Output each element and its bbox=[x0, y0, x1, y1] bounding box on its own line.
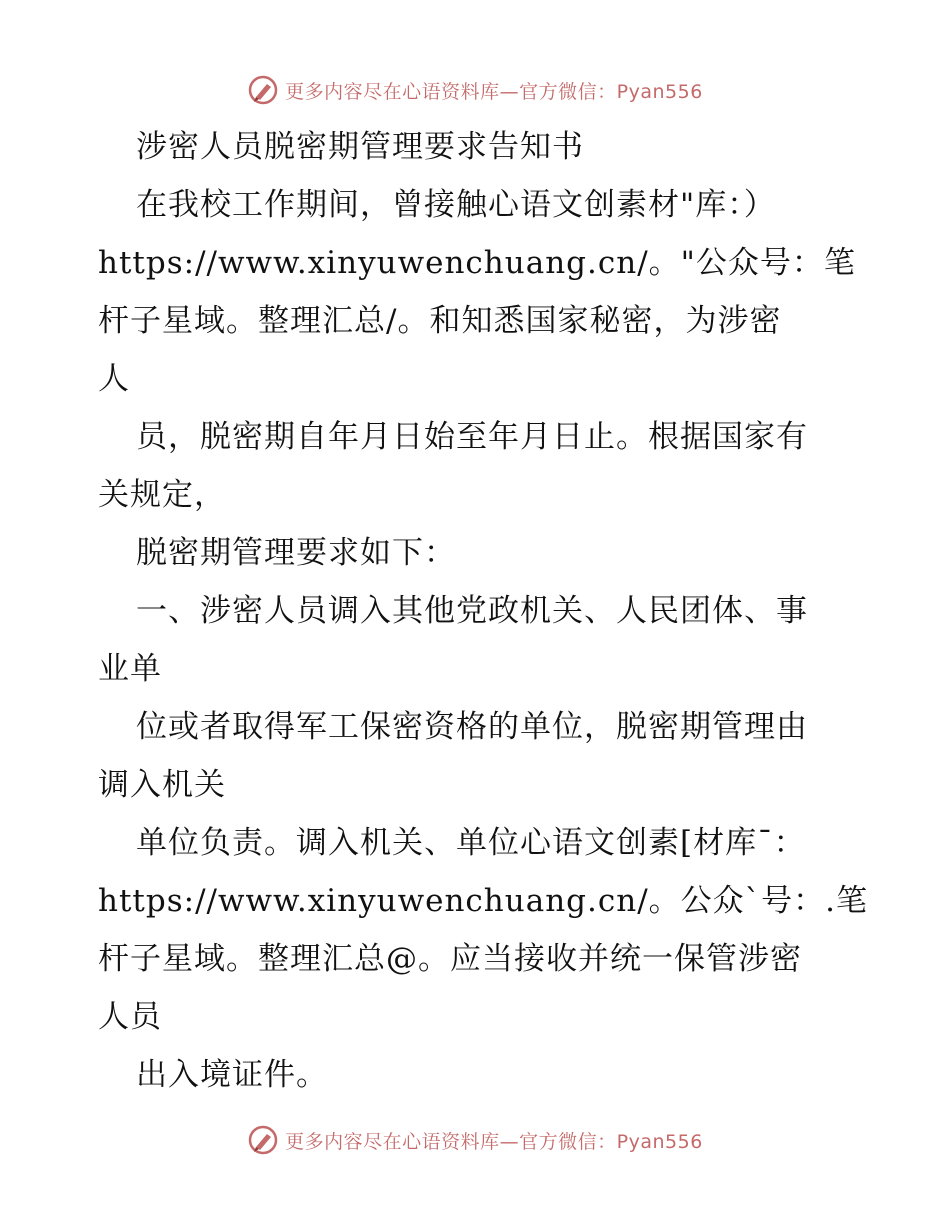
paragraph-line: 杆子星域。整理汇总/。和知悉国家秘密，为涉密 bbox=[98, 303, 782, 339]
paragraph-line: 位或者取得军工保密资格的单位，脱密期管理由 bbox=[136, 709, 808, 745]
watermark-text: 更多内容尽在心语资料库—官方微信：Pyan556 bbox=[285, 1130, 703, 1153]
header-watermark-banner bbox=[0, 70, 950, 110]
paragraph-line: 业单 bbox=[98, 651, 162, 687]
paragraph-line: 杆子星域。整理汇总@。应当接收并统一保管涉密 bbox=[98, 941, 802, 977]
pen-logo-icon bbox=[247, 1124, 279, 1156]
document-body bbox=[98, 118, 868, 1104]
paragraph-line: 人员 bbox=[98, 999, 162, 1035]
paragraph-line: 员，脱密期自年月日始至年月日止。根据国家有 bbox=[136, 419, 808, 455]
paragraph-line: 出入境证件。 bbox=[136, 1057, 328, 1093]
paragraph-line: 一、涉密人员调入其他党政机关、人民团体、事 bbox=[136, 593, 808, 629]
paragraph-line: 脱密期管理要求如下： bbox=[136, 535, 456, 571]
paragraph-line: 人 bbox=[98, 361, 130, 397]
footer-watermark-banner bbox=[0, 1120, 950, 1160]
paragraph-line: 关规定， bbox=[98, 477, 226, 513]
document-title: 涉密人员脱密期管理要求告知书 bbox=[136, 129, 584, 165]
paragraph-line: 单位负责。调入机关、单位心语文创素[材库¯： bbox=[136, 825, 806, 861]
paragraph-line: 调入机关 bbox=[98, 767, 226, 803]
paragraph-line: https://www.xinyuwenchuang.cn/。"公众号：笔 bbox=[98, 245, 856, 281]
watermark-text: 更多内容尽在心语资料库—官方微信：Pyan556 bbox=[285, 80, 703, 103]
paragraph-line: https://www.xinyuwenchuang.cn/。公众`号：.笔 bbox=[98, 883, 868, 919]
paragraph-line: 在我校工作期间，曾接触心语文创素材"库：） bbox=[136, 187, 776, 223]
pen-logo-icon bbox=[247, 74, 279, 106]
